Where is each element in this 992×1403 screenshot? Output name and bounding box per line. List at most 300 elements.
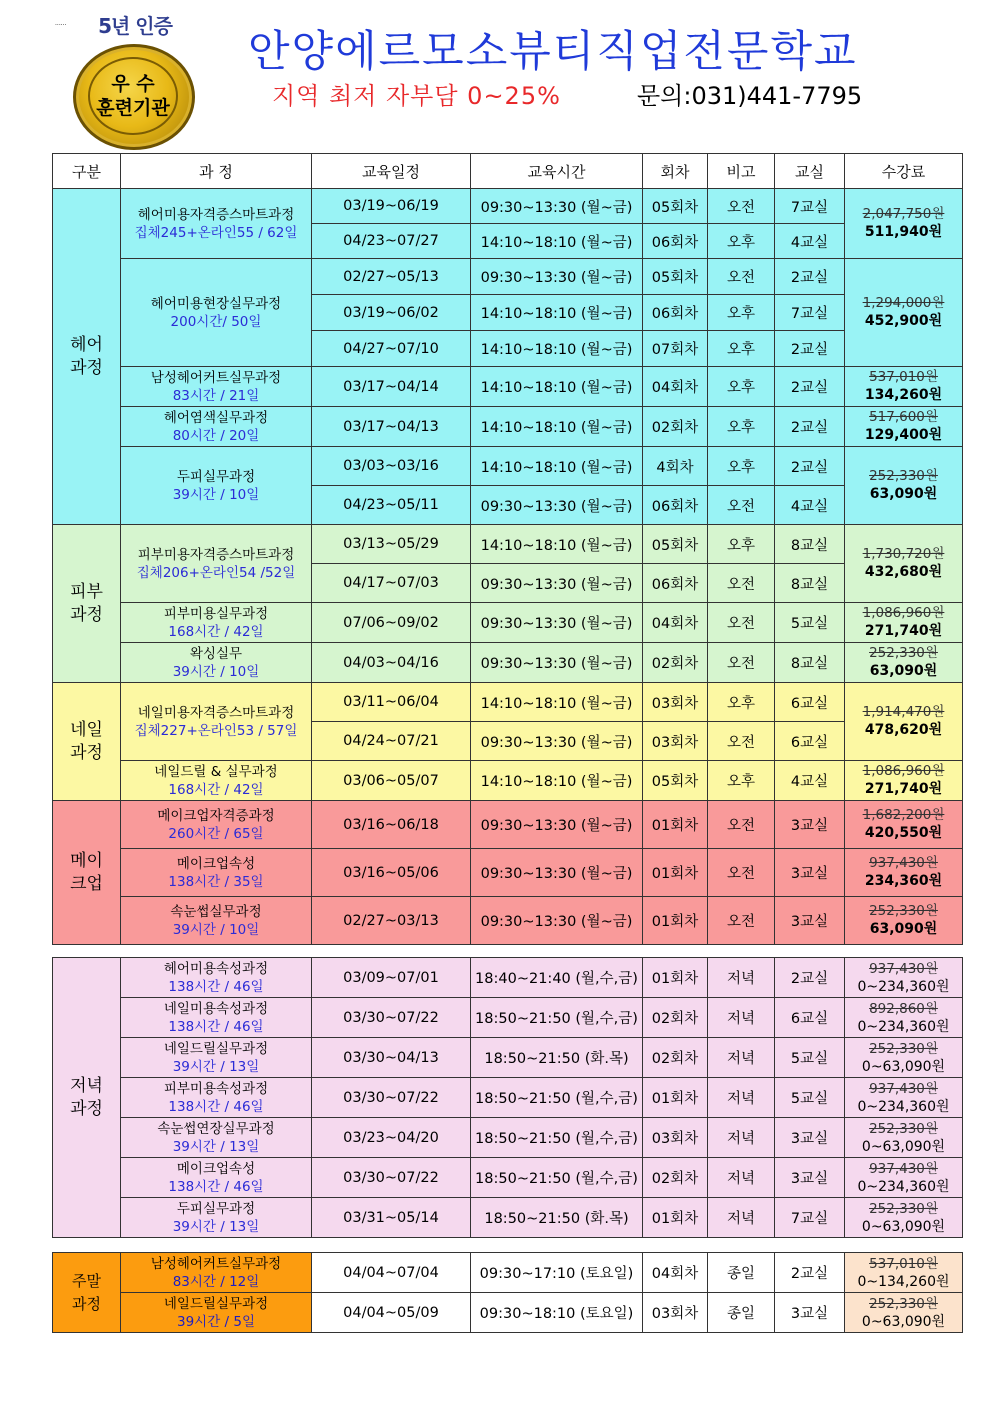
course-cell [121,603,312,643]
schedule-time: 09:30~13:30 (월~금) [471,722,643,761]
course-cell [121,849,312,897]
category-line: 과정 [70,357,103,378]
table-row [53,189,963,224]
round-number: 04회차 [643,603,708,643]
round-number: 4회차 [643,447,708,486]
discounted-fee: 271,740원 [864,623,943,639]
time-slot-note: 저녁 [708,1078,775,1118]
time-slot-note: 저녁 [708,958,775,998]
classroom: 3교실 [775,1158,845,1198]
schedule-time: 14:10~18:10 (월~금) [471,407,643,447]
round-number: 04회차 [643,1253,708,1293]
time-slot-note: 오전 [708,643,775,683]
schedule-time: 18:50~21:50 (화.목) [471,1038,643,1078]
time-slot-note: 오전 [708,189,775,224]
classroom: 2교실 [775,331,845,367]
course-hours: 집체227+온라인53 / 57일 [134,722,298,739]
schedule-date: 03/30~07/22 [312,1158,471,1198]
round-number: 05회차 [643,189,708,224]
course-hours: 168시간 / 42일 [168,623,264,640]
course-name: 피부미용속성과정 [163,1080,269,1097]
classroom: 3교실 [775,1293,845,1333]
original-fee: 537,010원 [869,369,938,385]
course-cell [121,407,312,447]
schedule-date: 04/23~05/11 [312,486,471,525]
course-hours: 83시간 / 21일 [172,387,260,404]
schedule-time: 09:30~13:30 (월~금) [471,259,643,295]
original-fee: 252,330원 [869,645,938,661]
schedule-date: 03/16~05/06 [312,849,471,897]
original-fee: 1,914,470원 [862,704,945,720]
column-header: 수강료 [845,154,963,189]
schedule-time: 09:30~13:30 (월~금) [471,801,643,849]
round-number: 01회차 [643,897,708,945]
round-number: 05회차 [643,761,708,801]
course-hours: 39시간 / 13일 [172,1218,260,1235]
course-cell [121,1078,312,1118]
course-name: 남성헤어커트실무과정 [150,1255,282,1272]
schedule-date: 04/23~07/27 [312,224,471,259]
course-name: 왁싱실무 [189,645,243,662]
fee-range: 0~63,090원 [861,1138,946,1155]
classroom: 2교실 [775,1253,845,1293]
course-name: 네일미용자격증스마트과정 [137,704,295,721]
schedule-date: 03/17~04/13 [312,407,471,447]
schedule-time: 09:30~13:30 (월~금) [471,603,643,643]
schedule-time: 18:50~21:50 (월,수,금) [471,998,643,1038]
time-slot-note: 오후 [708,447,775,486]
header-row [53,154,963,189]
fee-cell [845,367,963,407]
course-hours: 집체206+온라인54 /52일 [136,564,296,581]
table-row [53,643,963,683]
course-hours: 39시간 / 13일 [172,1138,260,1155]
original-fee: 892,860원 [869,1000,938,1017]
course-hours: 39시간 / 5일 [176,1313,256,1330]
column-header: 비고 [708,154,775,189]
school-title: 안양에르모소뷰티직업전문학교 [248,27,858,77]
fee-range: 0~63,090원 [861,1058,946,1075]
fee-cell [845,1293,963,1333]
course-cell [121,525,312,603]
time-slot-note: 저녁 [708,998,775,1038]
course-cell [121,189,312,259]
table-row [53,958,963,998]
original-fee: 252,330원 [869,903,938,919]
original-fee: 937,430원 [869,960,938,977]
round-number: 06회차 [643,224,708,259]
fee-cell [845,1158,963,1198]
course-hours: 80시간 / 20일 [172,427,260,444]
course-hours: 138시간 / 35일 [168,873,264,890]
course-name: 네일미용속성과정 [163,1000,269,1017]
fee-cell [845,259,963,367]
original-fee: 252,330원 [869,1200,938,1217]
main-schedule-table [52,153,963,945]
course-cell [121,1158,312,1198]
course-hours: 138시간 / 46일 [168,1098,264,1115]
fee-range: 0~234,360원 [857,1098,950,1115]
table-row [53,1198,963,1238]
schedule-time: 18:50~21:50 (월,수,금) [471,1118,643,1158]
fee-cell [845,643,963,683]
time-slot-note: 오전 [708,722,775,761]
subsidy-subtitle: 지역 최저 자부담 0~25% [272,82,561,110]
course-hours: 168시간 / 42일 [168,781,264,798]
schedule-time: 09:30~17:10 (토요일) [471,1253,643,1293]
weekend-schedule-table [52,1252,963,1333]
schedule-date: 04/04~07/04 [312,1253,471,1293]
fee-cell [845,897,963,945]
course-name: 속눈썹실무과정 [170,903,262,920]
fee-cell [845,447,963,525]
schedule-time: 18:50~21:50 (월,수,금) [471,1158,643,1198]
discounted-fee: 432,680원 [864,564,943,580]
schedule-time: 14:10~18:10 (월~금) [471,447,643,486]
round-number: 03회차 [643,683,708,722]
schedule-time: 18:50~21:50 (월,수,금) [471,1078,643,1118]
table-row [53,897,963,945]
course-name: 피부미용자격증스마트과정 [137,546,295,563]
round-number: 04회차 [643,367,708,407]
course-hours: 39시간 / 13일 [172,1058,260,1075]
time-slot-note: 종일 [708,1293,775,1333]
column-header: 구분 [53,154,121,189]
discounted-fee: 452,900원 [864,313,943,329]
schedule-date: 03/30~04/13 [312,1038,471,1078]
table-row [53,801,963,849]
course-name: 남성헤어커트실무과정 [150,369,282,386]
classroom: 3교실 [775,801,845,849]
time-slot-note: 오전 [708,897,775,945]
schedule-time: 18:50~21:50 (화.목) [471,1198,643,1238]
discounted-fee: 420,550원 [864,825,943,841]
category-line: 과정 [70,1098,103,1119]
schedule-date: 04/04~05/09 [312,1293,471,1333]
schedule-date: 03/30~07/22 [312,1078,471,1118]
time-slot-note: 오전 [708,801,775,849]
fee-range: 0~134,260원 [857,1273,950,1290]
classroom: 4교실 [775,224,845,259]
table-row [53,998,963,1038]
time-slot-note: 오후 [708,367,775,407]
original-fee: 1,086,960원 [862,763,945,779]
fee-range: 0~63,090원 [861,1218,946,1235]
round-number: 01회차 [643,849,708,897]
time-slot-note: 오후 [708,683,775,722]
classroom: 2교실 [775,958,845,998]
classroom: 7교실 [775,189,845,224]
category-line: 과정 [72,1294,101,1313]
time-slot-note: 저녁 [708,1118,775,1158]
fee-range: 0~234,360원 [857,1018,950,1035]
original-fee: 1,086,960원 [862,605,945,621]
fee-cell [845,801,963,849]
category-line: 헤어 [70,334,103,355]
discounted-fee: 234,360원 [864,873,943,889]
category-hair [53,189,121,525]
round-number: 03회차 [643,722,708,761]
table-row [53,259,963,295]
original-fee: 2,047,750원 [862,206,945,222]
time-slot-note: 오전 [708,849,775,897]
course-cell [121,367,312,407]
fee-range: 0~234,360원 [857,978,950,995]
fee-cell [845,189,963,259]
discounted-fee: 134,260원 [864,387,943,403]
time-slot-note: 오후 [708,407,775,447]
classroom: 5교실 [775,1038,845,1078]
round-number: 05회차 [643,525,708,564]
schedule-date: 07/06~09/02 [312,603,471,643]
schedule-time: 18:40~21:40 (월,수,금) [471,958,643,998]
course-name: 헤어미용속성과정 [163,960,269,977]
original-fee: 517,600원 [869,409,938,425]
schedule-date: 04/03~04/16 [312,643,471,683]
table-row [53,367,963,407]
time-slot-note: 오후 [708,761,775,801]
category-makeup [53,801,121,945]
course-hours: 39시간 / 10일 [172,663,260,680]
classroom: 5교실 [775,1078,845,1118]
schedule-date: 04/24~07/21 [312,722,471,761]
classroom: 3교실 [775,897,845,945]
column-header: 교육일정 [312,154,471,189]
round-number: 02회차 [643,1038,708,1078]
table-row [53,1158,963,1198]
badge-top-text: 5년 인증 [98,14,172,38]
round-number: 02회차 [643,1158,708,1198]
category-line: 크업 [70,873,103,894]
course-cell [121,1038,312,1078]
original-fee: 252,330원 [869,1120,938,1137]
evening-schedule-table [52,957,963,1238]
classroom: 7교실 [775,295,845,331]
fee-cell [845,525,963,603]
schedule-date: 03/06~05/07 [312,761,471,801]
category-line: 네일 [70,719,103,740]
round-number: 02회차 [643,407,708,447]
course-cell [121,897,312,945]
round-number: 06회차 [643,564,708,603]
classroom: 2교실 [775,259,845,295]
course-cell [121,1293,312,1333]
round-number: 02회차 [643,643,708,683]
schedule-date: 03/17~04/14 [312,367,471,407]
category-skin [53,525,121,683]
time-slot-note: 오후 [708,525,775,564]
round-number: 01회차 [643,1078,708,1118]
schedule-date: 03/03~03/16 [312,447,471,486]
discounted-fee: 129,400원 [864,427,943,443]
category-weekend [53,1253,121,1333]
time-slot-note: 오전 [708,486,775,525]
discounted-fee: 511,940원 [864,224,943,240]
fee-range: 0~234,360원 [857,1178,950,1195]
course-name: 네일드릴실무과정 [163,1040,269,1057]
classroom: 8교실 [775,564,845,603]
course-hours: 39시간 / 10일 [172,921,260,938]
course-hours: 138시간 / 46일 [168,1018,264,1035]
original-fee: 252,330원 [869,468,938,484]
course-hours: 39시간 / 10일 [172,486,260,503]
category-line: 과정 [70,604,103,625]
table-row [53,603,963,643]
course-hours: 138시간 / 46일 [168,1178,264,1195]
schedule-time: 14:10~18:10 (월~금) [471,331,643,367]
fee-cell [845,958,963,998]
course-cell [121,998,312,1038]
round-number: 06회차 [643,486,708,525]
course-cell [121,447,312,525]
time-slot-note: 오전 [708,564,775,603]
schedule-date: 03/11~06/04 [312,683,471,722]
fee-cell [845,1253,963,1293]
course-cell [121,958,312,998]
fee-range: 0~63,090원 [861,1313,946,1330]
classroom: 8교실 [775,525,845,564]
classroom: 6교실 [775,683,845,722]
course-name: 헤어미용현장실무과정 [150,295,282,312]
table-row [53,1293,963,1333]
course-hours: 200시간/ 50일 [170,313,262,330]
time-slot-note: 저녁 [708,1158,775,1198]
course-name: 메이크업속성 [176,855,256,872]
table-row [53,407,963,447]
round-number: 05회차 [643,259,708,295]
round-number: 03회차 [643,1118,708,1158]
fee-cell [845,683,963,761]
schedule-time: 09:30~18:10 (토요일) [471,1293,643,1333]
discounted-fee: 63,090원 [869,663,938,679]
course-cell [121,1253,312,1293]
schedule-date: 03/13~05/29 [312,525,471,564]
original-fee: 1,730,720원 [862,546,945,562]
course-cell [121,1198,312,1238]
time-slot-note: 오후 [708,295,775,331]
course-hours: 83시간 / 12일 [172,1273,260,1290]
table-row [53,525,963,564]
classroom: 5교실 [775,603,845,643]
time-slot-note: 오후 [708,331,775,367]
column-header: 교육시간 [471,154,643,189]
schedule-time: 14:10~18:10 (월~금) [471,224,643,259]
schedule-time: 14:10~18:10 (월~금) [471,295,643,331]
round-number: 02회차 [643,998,708,1038]
column-header: 과 정 [121,154,312,189]
category-line: 주말 [72,1271,101,1290]
discounted-fee: 63,090원 [869,486,938,502]
table-row [53,849,963,897]
schedule-time: 14:10~18:10 (월~금) [471,525,643,564]
schedule-time: 09:30~13:30 (월~금) [471,189,643,224]
course-name: 피부미용실무과정 [163,605,269,622]
table-row [53,1253,963,1293]
time-slot-note: 오후 [708,224,775,259]
course-name: 헤어염색실무과정 [163,409,269,426]
classroom: 2교실 [775,407,845,447]
table-row [53,1038,963,1078]
category-line: 과정 [70,742,103,763]
schedule-date: 03/31~05/14 [312,1198,471,1238]
course-name: 메이크업자격증과정 [157,807,275,824]
round-number: 03회차 [643,1293,708,1333]
fee-cell [845,1198,963,1238]
course-hours: 집체245+온라인55 / 62일 [134,224,298,241]
course-cell [121,643,312,683]
fee-cell [845,407,963,447]
time-slot-note: 저녁 [708,1198,775,1238]
corner-mark: ...... [55,20,67,27]
fee-cell [845,761,963,801]
classroom: 6교실 [775,722,845,761]
category-line: 피부 [70,581,103,602]
fee-cell [845,1078,963,1118]
fee-cell [845,603,963,643]
round-number: 01회차 [643,801,708,849]
course-cell [121,683,312,761]
classroom: 3교실 [775,1118,845,1158]
round-number: 07회차 [643,331,708,367]
classroom: 4교실 [775,486,845,525]
course-hours: 260시간 / 65일 [168,825,264,842]
time-slot-note: 오전 [708,259,775,295]
schedule-time: 14:10~18:10 (월~금) [471,683,643,722]
classroom: 7교실 [775,1198,845,1238]
schedule-date: 03/19~06/02 [312,295,471,331]
round-number: 01회차 [643,958,708,998]
classroom: 3교실 [775,849,845,897]
schedule-time: 09:30~13:30 (월~금) [471,897,643,945]
schedule-date: 04/17~07/03 [312,564,471,603]
original-fee: 537,010원 [869,1255,938,1272]
fee-cell [845,998,963,1038]
round-number: 01회차 [643,1198,708,1238]
course-name: 헤어미용자격증스마트과정 [137,206,295,223]
category-line: 저녁 [70,1075,103,1096]
discounted-fee: 63,090원 [869,921,938,937]
course-name: 두피실무과정 [176,1200,256,1217]
time-slot-note: 종일 [708,1253,775,1293]
course-cell [121,1118,312,1158]
schedule-time: 09:30~13:30 (월~금) [471,486,643,525]
table-row [53,761,963,801]
classroom: 4교실 [775,761,845,801]
original-fee: 937,430원 [869,1160,938,1177]
category-evening [53,958,121,1238]
round-number: 06회차 [643,295,708,331]
table-row [53,1118,963,1158]
schedule-date: 03/09~07/01 [312,958,471,998]
schedule-date: 02/27~05/13 [312,259,471,295]
original-fee: 252,330원 [869,1295,938,1312]
time-slot-note: 저녁 [708,1038,775,1078]
fee-cell [845,1038,963,1078]
schedule-date: 03/23~04/20 [312,1118,471,1158]
course-name: 네일드릴 & 실무과정 [154,763,278,780]
course-name: 네일드릴실무과정 [163,1295,269,1312]
schedule-date: 04/27~07/10 [312,331,471,367]
schedule-time: 14:10~18:10 (월~금) [471,761,643,801]
schedule-time: 09:30~13:30 (월~금) [471,643,643,683]
schedule-date: 03/19~06/19 [312,189,471,224]
discounted-fee: 478,620원 [864,722,943,738]
table-row [53,1078,963,1118]
schedule-date: 03/16~06/18 [312,801,471,849]
fee-cell [845,1118,963,1158]
schedule-time: 09:30~13:30 (월~금) [471,564,643,603]
discounted-fee: 271,740원 [864,781,943,797]
